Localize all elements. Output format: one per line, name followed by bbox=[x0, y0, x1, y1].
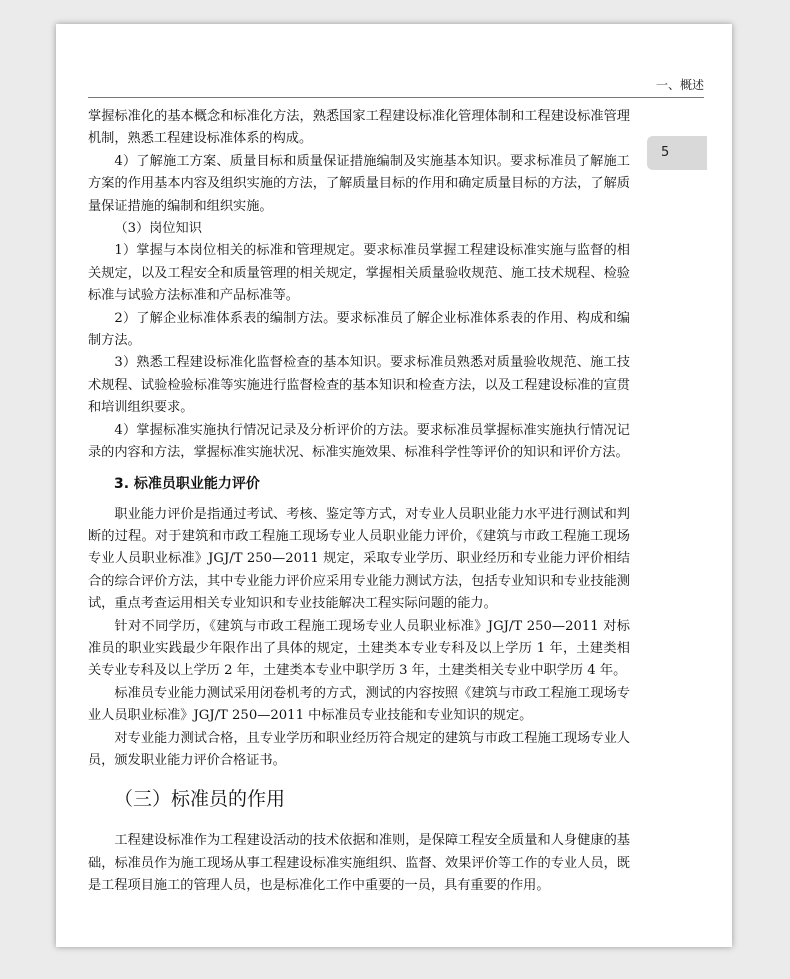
paragraph: 对专业能力测试合格，且专业学历和职业经历符合规定的建筑与市政工程施工现场专业人员，颁发职业能力评价合格证书。 bbox=[88, 730, 630, 768]
section-heading: 3. 标准员职业能力评价 bbox=[114, 475, 260, 492]
subheading-job-knowledge: （3）岗位知识 bbox=[114, 221, 202, 237]
paragraph: 2）了解企业标准体系表的编制方法。要求标准员了解企业标准体系表的作用、构成和编制方法。 bbox=[88, 310, 630, 349]
paragraph: 标准员专业能力测试采用闭卷机考的方式，测试的内容按照《建筑与市政工程施工现场专业人员职业标准》JGJ/T 250—2011 中标准员专业技能和专业知识的规定。 bbox=[88, 685, 630, 724]
page-body bbox=[88, 106, 630, 898]
page-number: 5 bbox=[661, 145, 670, 160]
page-number-tab bbox=[647, 136, 707, 170]
paragraph: 工程建设标准作为工程建设活动的技术依据和准则，是保障工程安全质量和人身健康的基础，标准员作为施工现场从事工程建设标准实施组织、监督、效果评价等工作的专业人员，既是工程项目施工的管理人员，也是标准化工作中重要的一员，具有重要的作用。 bbox=[88, 833, 630, 894]
paragraph: 职业能力评价是指通过考试、考核、鉴定等方式，对专业人员职业能力水平进行测试和判断的过程。对于建筑和市政工程施工现场专业人员职业能力评价，《建筑与市政工程施工现场专业人员职业标准》JGJ/T 250—2011 规定，采取专业学历、职业经历和专业能力评价相结合的综合评价方法，其中专业能力评价应采用专业能力测试方法，包括专业知识和专业技能测试，重点考查运用相关专业知识和专业技能解决工程实际问题的能力。 bbox=[88, 506, 630, 612]
chapter-heading: （三）标准员的作用 bbox=[114, 788, 286, 811]
paragraph: 针对不同学历，《建筑与市政工程施工现场专业人员职业标准》JGJ/T 250—2011 对标准员的职业实践最少年限作出了具体的规定，土建类本专业专科及以上学历 1 年，土建类相关专业专科及以上学历 2 年，土建类本专业中职学历 3 年，土建类相关专业中职学历 4 年。 bbox=[88, 618, 630, 679]
paragraph: 3）熟悉工程建设标准化监督检查的基本知识。要求标准员熟悉对质量验收规范、施工技术规程、试验检验标准等实施进行监督检查的基本知识和检查方法，以及工程建设标准的宣贯和培训组织要求。 bbox=[88, 355, 630, 416]
running-head-title: 一、概述 bbox=[88, 76, 704, 98]
paragraph: 4）掌握标准实施执行情况记录及分析评价的方法。要求标准员掌握标准实施执行情况记录的内容和方法，掌握标准实施状况、标准实施效果、标准科学性等评价的知识和评价方法。 bbox=[88, 422, 630, 461]
paragraph: 掌握标准化的基本概念和标准化方法，熟悉国家工程建设标准化管理体制和工程建设标准管理机制，熟悉工程建设标准体系的构成。 bbox=[88, 109, 630, 147]
paragraph: 4）了解施工方案、质量目标和质量保证措施编制及实施基本知识。要求标准员了解施工方案的作用基本内容及组织实施的方法，了解质量目标的作用和确定质量目标的方法，了解质量保证措施的编制和组织实施。 bbox=[88, 153, 630, 214]
paragraph: 1）掌握与本岗位相关的标准和管理规定。要求标准员掌握工程建设标准实施与监督的相关规定，以及工程安全和质量管理的相关规定，掌握相关质量验收规范、施工技术规程、检验标准与试验方法标准和产品标准等。 bbox=[88, 243, 630, 304]
